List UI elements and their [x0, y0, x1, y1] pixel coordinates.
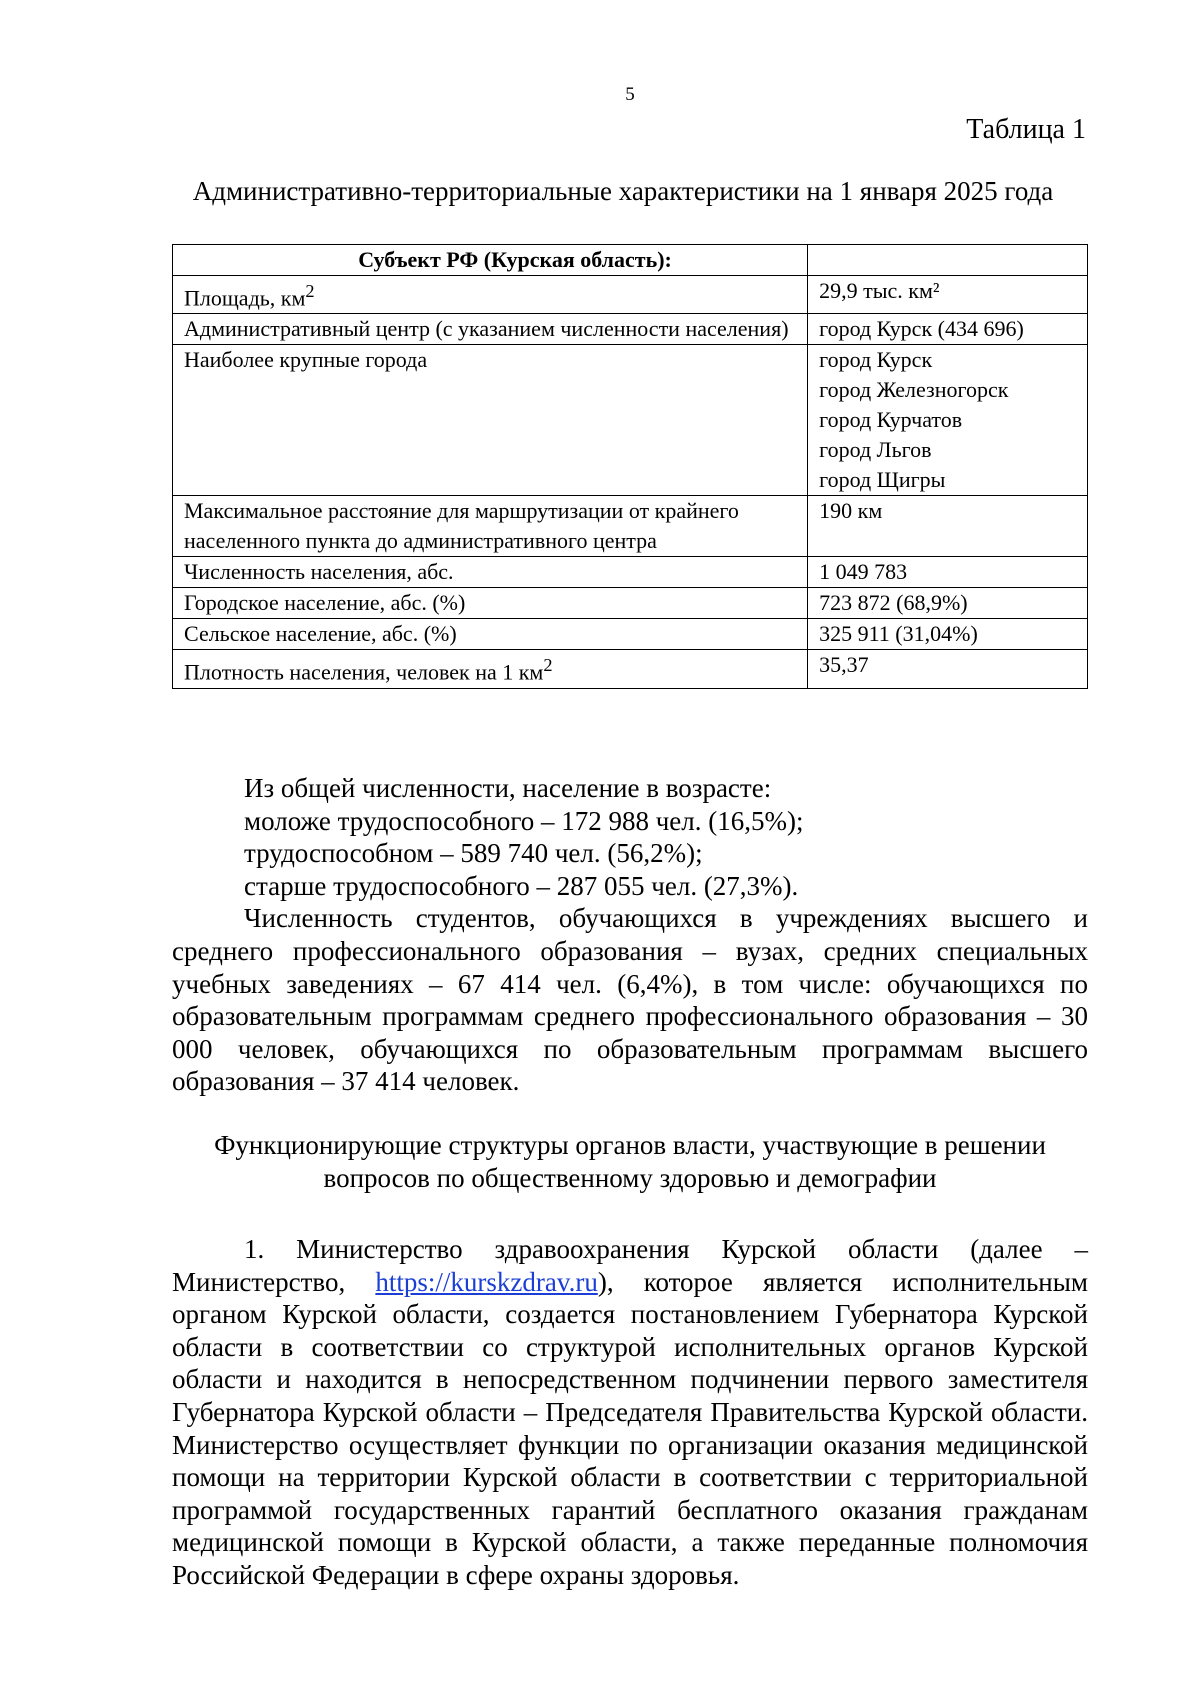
city-item: город Курчатов — [819, 407, 963, 433]
city-item: город Железногорск — [819, 377, 1009, 403]
table-row — [173, 314, 1088, 345]
ministry-block — [172, 1233, 1088, 1592]
table-row — [173, 245, 1088, 276]
table-row — [173, 619, 1088, 650]
population-label: Численность населения, абс. — [173, 557, 808, 588]
area-value: 29,9 тыс. км² — [808, 276, 1088, 314]
area-label: Площадь, км — [184, 285, 306, 311]
table-row — [173, 650, 1088, 688]
page-number: 5 — [625, 84, 635, 105]
ministry-website-link[interactable]: https://kurskzdrav.ru — [375, 1266, 598, 1297]
density-label-cell — [173, 650, 808, 688]
table-header-cell: Субъект РФ (Курская область): — [173, 245, 808, 276]
city-item: город Льгов — [819, 437, 932, 463]
cities-label: Наиболее крупные города — [173, 345, 808, 496]
table-label: Таблица 1 — [966, 114, 1086, 145]
city-item: город Щигры — [819, 467, 946, 493]
section-heading-line2: вопросов по общественному здоровью и демографии — [323, 1162, 937, 1193]
population-value: 1 049 783 — [808, 557, 1088, 588]
table-row — [173, 276, 1088, 314]
urban-label: Городское население, абс. (%) — [173, 588, 808, 619]
urban-value: 723 872 (68,9%) — [808, 588, 1088, 619]
area-superscript: 2 — [305, 281, 315, 301]
area-label-cell — [173, 276, 808, 314]
table-row — [173, 345, 1088, 496]
density-label: Плотность населения, человек на 1 км — [184, 659, 544, 685]
age-intro: Из общей численности, население в возрасте: — [244, 773, 772, 803]
ministry-text-start: 1. Министерство здравоохранения Курской области (далее – Министерство, — [172, 1234, 1088, 1297]
table-title: Административно-территориальные характеристики на 1 января 2025 года — [192, 176, 1054, 206]
age-structure-block — [172, 772, 1088, 1098]
ministry-text-end: ), которое является исполнительным органом Курской области, создается постановлением Губернатора Курской области в соответствии со структурой исполнительных органов Курской области и находится в непосредственном подчинении первого заместителя Губернатора Курской области – Председателя Правительства Курской области. Министерство осуществляет функции по организации оказания медицинской помощи на территории Курской области в соответствии с территориальной программой государственных гарантий бесплатного оказания гражданам медицинской помощи в Курской области, а также переданные полномочия Российской Федерации в сфере охраны здоровья. — [172, 1266, 1088, 1590]
density-superscript: 2 — [543, 655, 553, 676]
center-value: город Курск (434 696) — [808, 314, 1088, 345]
ministry-paragraph — [172, 1233, 1088, 1592]
age-older: старше трудоспособного – 287 055 чел. (27,3%). — [244, 870, 799, 901]
table-row — [173, 496, 1088, 557]
density-value: 35,37 — [808, 650, 1088, 688]
table-header-empty-cell — [808, 245, 1088, 276]
age-working: трудоспособном – 589 740 чел. (56,2%); — [244, 838, 703, 869]
age-younger: моложе трудоспособного – 172 988 чел. (16,5%); — [244, 805, 804, 836]
admin-characteristics-table — [172, 244, 1088, 689]
distance-value: 190 км — [808, 496, 1088, 557]
rural-label: Сельское население, абс. (%) — [173, 619, 808, 650]
section-heading-line1: Функционирующие структуры органов власти, участвующие в решении — [214, 1130, 1046, 1160]
table-row — [173, 588, 1088, 619]
table-row — [173, 557, 1088, 588]
students-paragraph: Численность студентов, обучающихся в учреждениях высшего и среднего профессионального образования – вузах, средних специальных учебных заведениях – 67 414 чел. (6,4%), в том числе: обучающихся по образовательным программам среднего профессионального образования – 30 000 человек, обучающихся по образовательным программам высшего образования – 37 414 человек. — [172, 903, 1088, 1097]
section-heading — [172, 1129, 1088, 1194]
cities-list — [808, 345, 1088, 496]
rural-value: 325 911 (31,04%) — [808, 619, 1088, 650]
city-item: город Курск — [819, 347, 933, 373]
distance-label: Максимальное расстояние для маршрутизации от крайнего населенного пункта до административного центра — [173, 496, 808, 557]
center-label: Административный центр (с указанием численности населения) — [173, 314, 808, 345]
